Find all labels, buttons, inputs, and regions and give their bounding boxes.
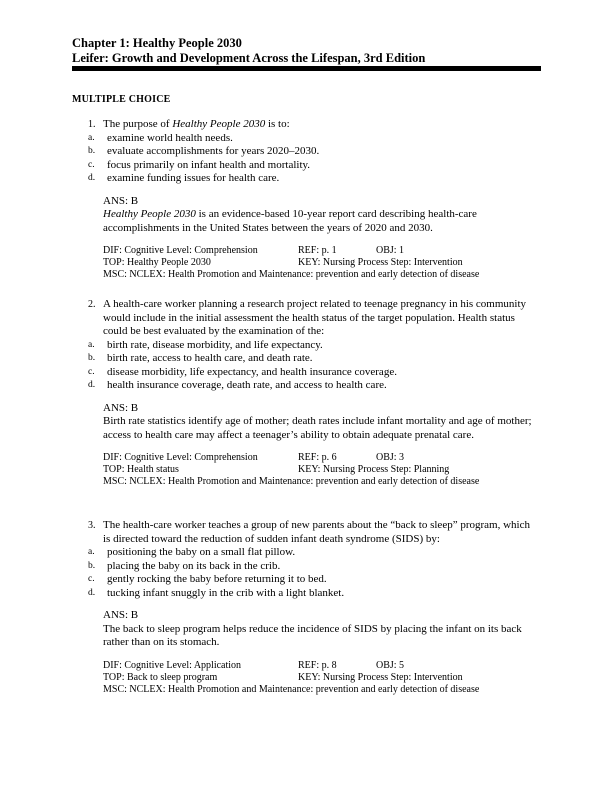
keyword: KEY: Nursing Process Step: Planning — [298, 464, 450, 475]
objective: OBJ: 1 — [376, 245, 405, 256]
keyword: KEY: Nursing Process Step: Intervention — [298, 257, 463, 268]
msc: MSC: NCLEX: Health Promotion and Maintenance: prevention and early detection of disease — [103, 683, 480, 695]
question-number: 3. — [88, 520, 96, 531]
option-a: a. birth rate, disease morbidity, and life expectancy. — [88, 338, 323, 351]
question-number: 2. — [88, 299, 96, 310]
difficulty: DIF: Cognitive Level: Comprehension — [103, 452, 258, 463]
option-b: b. evaluate accomplishments for years 2020–2030. — [88, 145, 320, 157]
option-a: a. examine world health needs. — [88, 131, 233, 144]
keyword: KEY: Nursing Process Step: Intervention — [298, 671, 463, 683]
question-number: 1. — [88, 119, 96, 130]
document-header — [72, 36, 425, 66]
question-1 — [88, 118, 540, 281]
topic: TOP: Back to sleep program — [103, 671, 218, 683]
question-3 — [88, 519, 540, 696]
chapter-title: Chapter 1: Healthy People 2030 — [72, 36, 242, 50]
option-c: c. disease morbidity, life expectancy, and health insurance coverage. — [88, 365, 397, 378]
reference: REF: p. 8 — [298, 659, 337, 671]
question-metadata — [103, 452, 540, 488]
rationale: Healthy People 2030 is an evidence-based 10-year report card describing health-care accomplishments in the United States between the years of 2020 and 2030. — [103, 208, 477, 234]
option-a: a. positioning the baby on a small flat pillow. — [88, 546, 296, 558]
question-metadata — [103, 660, 540, 696]
difficulty: DIF: Cognitive Level: Application — [103, 659, 242, 671]
question-stem: The purpose of Healthy People 2030 is to: — [103, 118, 290, 130]
objective: OBJ: 3 — [376, 452, 405, 463]
answer: ANS: B — [103, 401, 139, 414]
msc: MSC: NCLEX: Health Promotion and Maintenance: prevention and early detection of disease — [103, 476, 480, 487]
rationale: Birth rate statistics identify age of mother; death rates include infant mortality and age of mother; access to health care may affect a teenager’s ability to obtain adequate prenatal care. — [103, 415, 532, 441]
option-d: d. health insurance coverage, death rate, and access to health care. — [88, 379, 387, 391]
book-title: Leifer: Growth and Development Across the Lifespan, 3rd Edition — [72, 51, 426, 65]
reference: REF: p. 1 — [298, 245, 337, 256]
question-2 — [88, 298, 540, 488]
topic: TOP: Healthy People 2030 — [103, 257, 211, 268]
header-rule — [72, 66, 541, 71]
option-c: c. gently rocking the baby before returning it to bed. — [88, 573, 327, 585]
rationale: The back to sleep program helps reduce the incidence of SIDS by placing the infant on its back rather than on its stomach. — [103, 622, 522, 648]
reference: REF: p. 6 — [298, 452, 337, 463]
msc: MSC: NCLEX: Health Promotion and Maintenance: prevention and early detection of disease — [103, 269, 480, 280]
question-stem: The health-care worker teaches a group of new parents about the “back to sleep” program, which is directed toward the reduction of sudden infant death syndrome (SIDS) by: — [103, 519, 530, 545]
question-metadata — [103, 245, 540, 281]
section-title: MULTIPLE CHOICE — [72, 94, 171, 105]
answer: ANS: B — [103, 609, 139, 621]
difficulty: DIF: Cognitive Level: Comprehension — [103, 245, 258, 256]
topic: TOP: Health status — [103, 464, 179, 475]
option-d: d. examine funding issues for health care. — [88, 172, 280, 184]
objective: OBJ: 5 — [376, 659, 405, 671]
option-b: b. birth rate, access to health care, and death rate. — [88, 352, 313, 364]
option-c: c. focus primarily on infant health and mortality. — [88, 158, 311, 171]
answer: ANS: B — [103, 194, 139, 207]
option-b: b. placing the baby on its back in the crib. — [88, 559, 281, 572]
question-stem: A health-care worker planning a research project related to teenage pregnancy in his community would include in the initial assessment the health status of the target population. Health status could be best evaluated by the examination of the: — [103, 298, 527, 337]
option-d: d. tucking infant snuggly in the crib with a light blanket. — [88, 586, 345, 599]
